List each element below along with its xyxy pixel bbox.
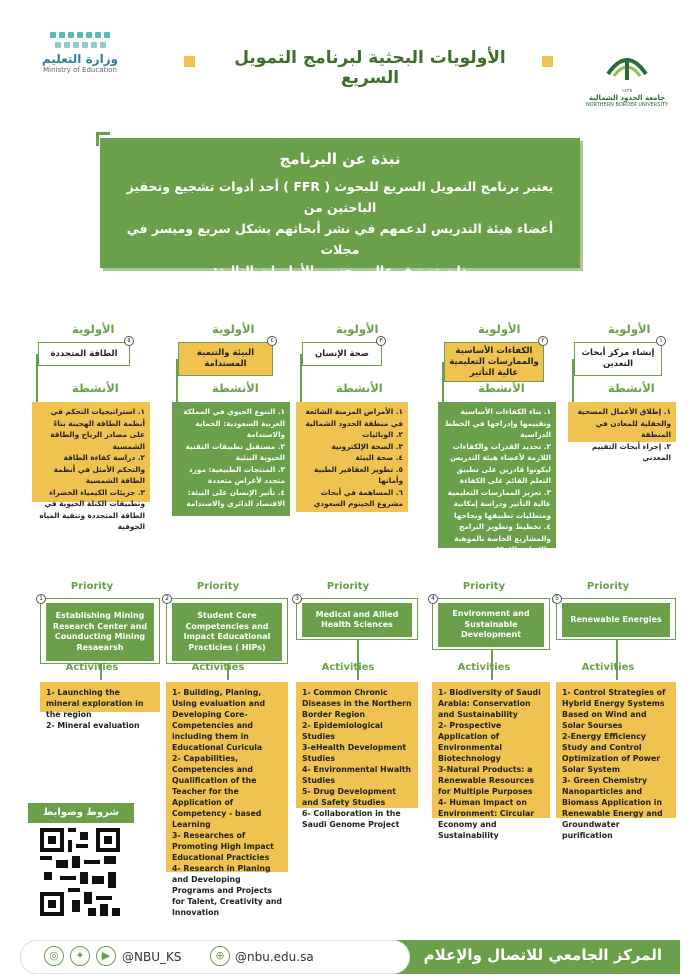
en-priority-number: 4 bbox=[428, 594, 438, 604]
footer-center-name: المركز الجامعي للاتصال والإعلام bbox=[423, 946, 662, 964]
ar-activity-item: ١. إطلاق الأعمال المسحية والحقلية للمعادن في المنطقة bbox=[577, 407, 671, 439]
ar-activity-item: ٣. تعزيز الممارسات التعليمية عالية التأثير ودراسة إمكانية ومتطلبات تطبيقها ونجاحها bbox=[447, 487, 551, 520]
en-activities-label: Activities bbox=[191, 662, 245, 673]
en-activity-item: 1- Biodiversity of Saudi Arabia: Conservation and Sustainability bbox=[438, 688, 541, 719]
ar-activity-item: ٢. دراسة كفاءة الطاقة والتحكم الأمثل في أنظمة الطاقة الشمسية bbox=[53, 453, 145, 485]
youtube-icon[interactable]: ▶ bbox=[96, 946, 116, 966]
ar-priority-number: ٥ bbox=[124, 336, 134, 346]
moe-english-name: Ministry of Education bbox=[43, 66, 117, 74]
ar-priority-number: ١ bbox=[656, 336, 666, 346]
ar-activities-box bbox=[438, 402, 556, 554]
ar-priority-label: الأولوية bbox=[72, 322, 115, 336]
en-priority-label: Priority bbox=[326, 581, 370, 592]
en-activity-item: 2- Epidemiological Studies bbox=[302, 721, 383, 741]
en-priority-box: Renewable Energies bbox=[562, 603, 670, 637]
ar-activity-item: ٤. تخطيط وتطوير البرامج والمشاريع الخاصة بالموهبة والإبداع والابتكار bbox=[454, 522, 551, 554]
ar-priority-label: الأولوية bbox=[608, 322, 651, 336]
footer-handle[interactable]: @NBU_KS bbox=[122, 950, 182, 964]
en-connector-line bbox=[357, 640, 359, 680]
en-activity-item: 3-Natural Products: a Renewable Resources for Multiple Purposes bbox=[438, 765, 535, 796]
en-priority-number: 3 bbox=[292, 594, 302, 604]
ar-priority-box: البيئة والتنمية المستدامة bbox=[178, 342, 273, 376]
en-priority-box: Medical and Allied Health Sciences bbox=[302, 603, 412, 637]
ar-priority-label: الأولوية bbox=[212, 322, 255, 336]
en-priority-label: Priority bbox=[70, 581, 114, 592]
about-line-1: يعتبر برنامج التمويل السريع للبحوث ( FFR ) أحد أدوات تشجيع وتحفيز الباحثين من bbox=[126, 179, 554, 215]
ar-activities-label: الأنشطة bbox=[336, 381, 383, 395]
about-line-2: أعضاء هيئة التدريس لدعمهم في نشر أبحاثهم بشكل سريع وميسر في مجلات bbox=[126, 221, 554, 257]
ar-activities-box bbox=[296, 402, 408, 512]
nbu-emblem-icon bbox=[602, 44, 652, 86]
about-line-3: ذات تصنيف عالي، حسب الأولويات التالية: bbox=[212, 263, 468, 278]
en-activity-item: 3-eHealth Development Studies bbox=[302, 743, 407, 763]
en-activity-item: 4- Environmental Hwalth Studies bbox=[302, 765, 412, 785]
en-activity-item: 1- Common Chronic Diseases in the Northern Border Region bbox=[302, 688, 412, 719]
en-activity-item: 3- Green Chemistry Nanoparticles and Biomass Application in Renewable Energy and Groundwater purification bbox=[562, 776, 663, 840]
en-activities-label: Activities bbox=[321, 662, 375, 673]
ar-activity-item: ٢. الوبائيات bbox=[362, 430, 403, 439]
en-activity-item: 4- Research in Planing and Developing Programs and Projects for Talent, Creativity and Innovation bbox=[172, 864, 282, 917]
ar-priority-box: الطاقة المتجددة bbox=[38, 342, 130, 366]
en-activities-box bbox=[166, 682, 288, 917]
en-connector-line bbox=[616, 640, 618, 680]
header-square-left-icon bbox=[184, 56, 195, 67]
ar-priority-box: الكفاءات الأساسية والممارسات التعليمية عالية التأثير bbox=[444, 342, 544, 382]
ar-priority-number: ٣ bbox=[376, 336, 386, 346]
ar-activity-item: ٢. مستقبل تطبيقات التقنية الحيوية البيئية bbox=[185, 441, 285, 462]
ar-activities-box bbox=[568, 402, 676, 462]
en-activity-item: 2- Mineral evaluation bbox=[46, 721, 140, 730]
en-activity-item: 5- Drug Development and Safety Studies bbox=[302, 787, 396, 807]
ar-priority-number: ٢ bbox=[538, 336, 548, 346]
about-heading: نبذة عن البرنامج bbox=[279, 150, 401, 168]
header-square-right-icon bbox=[542, 56, 553, 67]
en-priority-label: Priority bbox=[462, 581, 506, 592]
en-activities-label: Activities bbox=[457, 662, 511, 673]
twitter-icon[interactable]: ✦ bbox=[70, 946, 90, 966]
en-activities-box bbox=[556, 682, 676, 840]
ar-activity-item: ١. بناء الكفاءات الأساسية وتقييمها وإدراجها في الخطط الدراسية bbox=[444, 407, 551, 439]
page-title: الأولويات البحثية لبرنامج التمويل السريع bbox=[234, 48, 506, 88]
ar-activity-item: ٣. جزيئات الكيمياء الخضراء وتطبيقات الكتلة الحيوية في الطاقة المتجددة وتنقية المياه الجوفية bbox=[39, 487, 145, 531]
ar-activity-item: ٤. صحة البيئة bbox=[355, 453, 403, 462]
en-activities-label: Activities bbox=[581, 662, 635, 673]
moe-dots-icon bbox=[20, 32, 140, 38]
en-priority-box: Establishing Mining Research Center and Counducting Mining Resaearsh bbox=[46, 603, 154, 661]
ar-activities-label: الأنشطة bbox=[608, 381, 655, 395]
ar-activities-label: الأنشطة bbox=[72, 381, 119, 395]
en-priority-number: 2 bbox=[162, 594, 172, 604]
en-priority-label: Priority bbox=[586, 581, 630, 592]
instagram-icon[interactable]: ◎ bbox=[44, 946, 64, 966]
en-activity-item: 2- Capabilities, Competencies and Qualification of the Teacher for the Application of Competency - based Learning bbox=[172, 754, 262, 829]
en-priority-box: Environment and Sustainable Development bbox=[438, 603, 544, 647]
ar-activity-item: ٤. تأثير الإنسان على البيئة: الاقتصاد الدائري والاستدامة bbox=[186, 487, 285, 508]
globe-icon: ⊕ bbox=[210, 946, 230, 966]
en-activity-item: 1- Launching the mineral exploration in the region bbox=[46, 688, 144, 719]
ar-activity-item: ٥. تطوير العقاقير الطبية وأمانها bbox=[314, 464, 403, 485]
moe-logo bbox=[20, 32, 140, 74]
en-priority-number: 1 bbox=[36, 594, 46, 604]
en-activity-item: 3- Researches of Promoting High Impact Educational Practicies bbox=[172, 831, 274, 862]
ar-activity-item: ٢. تحديد القدرات والكفاءات اللازمة لأعضاء هيئة التدريس ليكونوا قادرين على تطبيق التعلم القائم على الكفاءة bbox=[450, 441, 551, 485]
en-activity-item: 2- Prospective Application of Environmental Biotechnology bbox=[438, 721, 503, 763]
en-activities-box bbox=[296, 682, 418, 829]
nbu-year: ١٤٢٨ bbox=[621, 88, 633, 94]
en-activity-item: 6- Collaboration in the Saudi Genome Project bbox=[302, 809, 401, 829]
ar-activity-item: ٣. الصحة الإلكترونية bbox=[331, 441, 403, 451]
en-priority-label: Priority bbox=[196, 581, 240, 592]
nbu-english-name: NORTHERN BORDER UNIVERSITY bbox=[585, 102, 669, 108]
en-priority-number: 5 bbox=[552, 594, 562, 604]
en-activity-item: 1- Building, Planing, Using evaluation and Developing Core- Competencies and including them in Educational Curicula bbox=[172, 688, 266, 752]
ar-activities-box bbox=[32, 402, 150, 531]
en-activities-box bbox=[432, 682, 550, 840]
en-activities-box bbox=[40, 682, 160, 730]
en-activities-label: Activities bbox=[65, 662, 119, 673]
about-box bbox=[100, 138, 580, 278]
ar-activity-item: ٣. المنتجات الطبيعية: مورد متجدد لأغراض متعددة bbox=[188, 464, 285, 485]
qr-code-icon[interactable] bbox=[40, 828, 120, 916]
ar-activity-item: ١. استراتيجيات التحكم في أنظمة الطاقة الهجينة بناءً على مصادر الرياح والطاقة الشمسية bbox=[50, 407, 145, 451]
ar-activities-label: الأنشطة bbox=[478, 381, 525, 395]
qr-title: شروط وضوابط bbox=[28, 803, 134, 823]
ar-priority-box: إنشاء مركز أبحاث التعدين bbox=[574, 342, 662, 376]
footer-website[interactable]: @nbu.edu.sa bbox=[235, 950, 314, 964]
ar-activity-item: ٢. إجراء أبحاث التقييم المعدني bbox=[591, 441, 671, 462]
en-priority-box: Student Core Competencies and Impact Educational Practicies ( HIPs) bbox=[172, 603, 282, 661]
ar-activity-item: ١. التنوع الحيوي في المملكة العربية السعودية: الحماية والاستدامة bbox=[183, 407, 285, 439]
ar-priority-label: الأولوية bbox=[336, 322, 379, 336]
ar-priority-box: صحة الإنسان bbox=[302, 342, 382, 366]
nbu-arabic-name: جامعة الحدود الشمالية bbox=[588, 94, 666, 102]
ar-priority-number: ٤ bbox=[267, 336, 277, 346]
ar-activity-item: ٦. المساهمة في أبحاث مشروع الجينوم السعودي bbox=[313, 487, 403, 508]
en-activity-item: 4- Human Impact on Environment: Circular Economy and Sustainability bbox=[438, 798, 535, 840]
ar-activity-item: ١. الأمراض المزمنة الشائعة في منطقة الحدود الشمالية bbox=[305, 407, 403, 428]
ar-activities-box bbox=[172, 402, 290, 516]
ar-activities-label: الأنشطة bbox=[212, 381, 259, 395]
nbu-logo bbox=[572, 44, 682, 108]
moe-arabic-name: وزارة التعليم bbox=[41, 52, 119, 66]
en-activity-item: 1- Control Strategies of Hybrid Energy Systems Based on Wind and Solar Sourses bbox=[562, 688, 666, 730]
en-activity-item: 2-Energy Efficiency Study and Control Optimization of Power Solar System bbox=[562, 732, 661, 774]
ar-priority-label: الأولوية bbox=[478, 322, 521, 336]
